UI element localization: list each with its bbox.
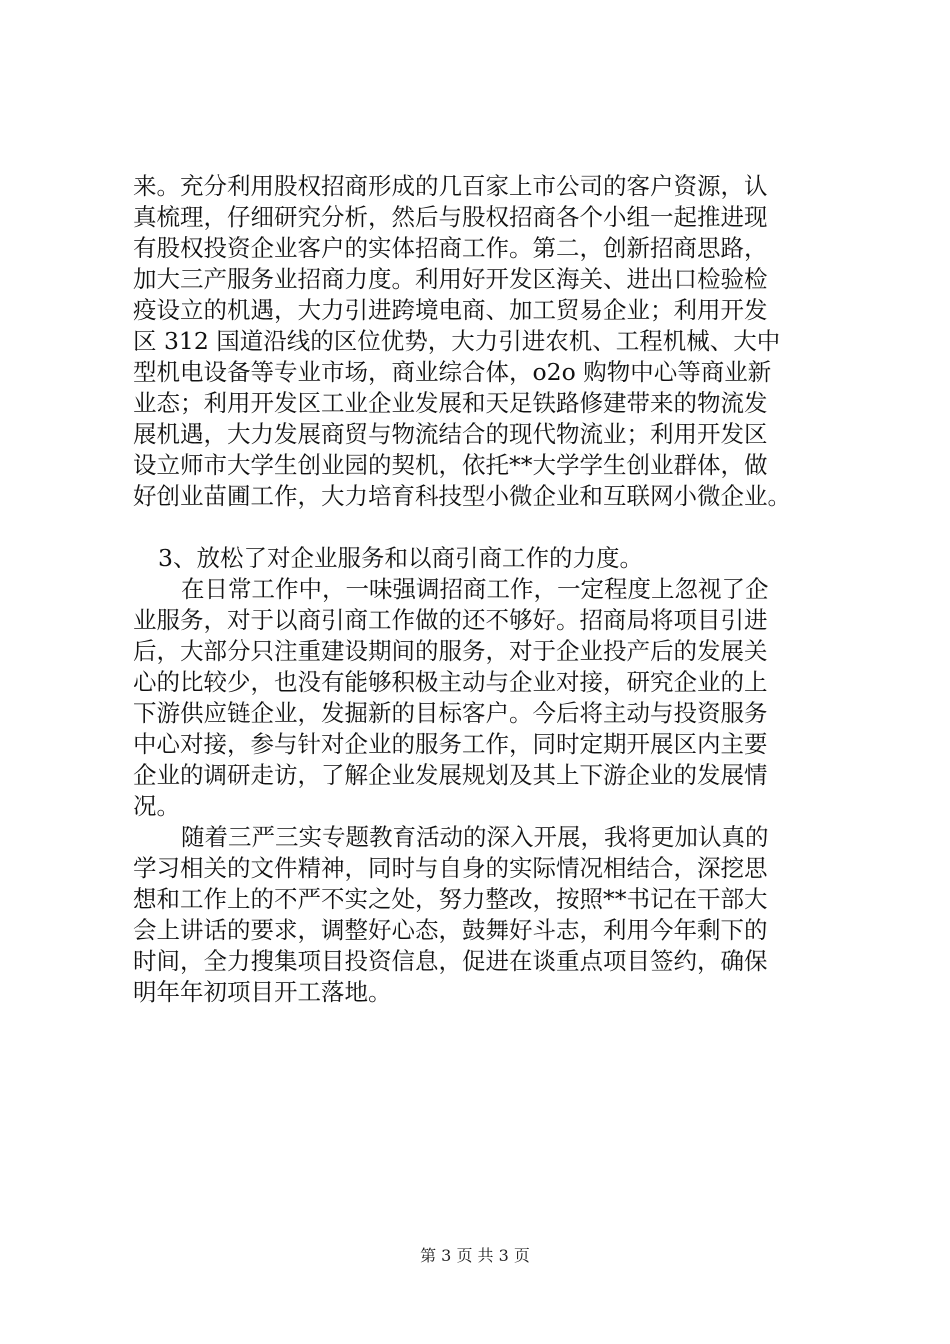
paragraph-line: 想和工作上的不严不实之处，努力整改，按照**书记在干部大 [133, 885, 768, 913]
paragraph-line: 型机电设备等专业市场，商业综合体，o2o 购物中心等商业新 [133, 358, 772, 386]
paragraph-line: 来。充分利用股权招商形成的几百家上市公司的客户资源，认 [133, 172, 768, 200]
paragraph-line: 业服务，对于以商引商工作做的还不够好。招商局将项目引进 [133, 606, 768, 634]
paragraph-line: 心的比较少，也没有能够积极主动与企业对接，研究企业的上 [133, 668, 768, 696]
paragraph-line: 下游供应链企业，发掘新的目标客户。今后将主动与投资服务 [133, 699, 768, 727]
section-heading: 3、放松了对企业服务和以商引商工作的力度。 [158, 544, 643, 572]
paragraph-line: 好创业苗圃工作，大力培育科技型小微企业和互联网小微企业。 [133, 482, 791, 510]
paragraph-line: 明年年初项目开工落地。 [133, 978, 392, 1006]
paragraph-line: 展机遇，大力发展商贸与物流结合的现代物流业；利用开发区 [133, 420, 768, 448]
paragraph-line: 疫设立的机遇，大力引进跨境电商、加工贸易企业；利用开发 [133, 296, 768, 324]
paragraph-line: 学习相关的文件精神，同时与自身的实际情况相结合，深挖思 [133, 854, 768, 882]
page-number-footer: 第 3 页 共 3 页 [420, 1246, 530, 1265]
paragraph-line: 有股权投资企业客户的实体招商工作。第二，创新招商思路， [133, 234, 768, 262]
paragraph-line: 企业的调研走访，了解企业发展规划及其上下游企业的发展情 [133, 761, 768, 789]
paragraph-line: 随着三严三实专题教育活动的深入开展，我将更加认真的 [181, 823, 769, 851]
paragraph-line: 在日常工作中，一味强调招商工作，一定程度上忽视了企 [181, 575, 769, 603]
paragraph-line: 时间，全力搜集项目投资信息，促进在谈重点项目签约，确保 [133, 947, 768, 975]
paragraph-line: 真梳理，仔细研究分析，然后与股权招商各个小组一起推进现 [133, 203, 768, 231]
paragraph-line: 业态；利用开发区工业企业发展和天足铁路修建带来的物流发 [133, 389, 768, 417]
paragraph-line: 况。 [133, 792, 180, 820]
paragraph-line: 会上讲话的要求，调整好心态，鼓舞好斗志，利用今年剩下的 [133, 916, 768, 944]
paragraph-line: 后，大部分只注重建设期间的服务，对于企业投产后的发展关 [133, 637, 768, 665]
paragraph-line: 中心对接，参与针对企业的服务工作，同时定期开展区内主要 [133, 730, 768, 758]
paragraph-line: 设立师市大学生创业园的契机，依托**大学学生创业群体，做 [133, 451, 768, 479]
paragraph-line: 加大三产服务业招商力度。利用好开发区海关、进出口检验检 [133, 265, 768, 293]
paragraph-line: 区 312 国道沿线的区位优势，大力引进农机、工程机械、大中 [133, 327, 781, 355]
